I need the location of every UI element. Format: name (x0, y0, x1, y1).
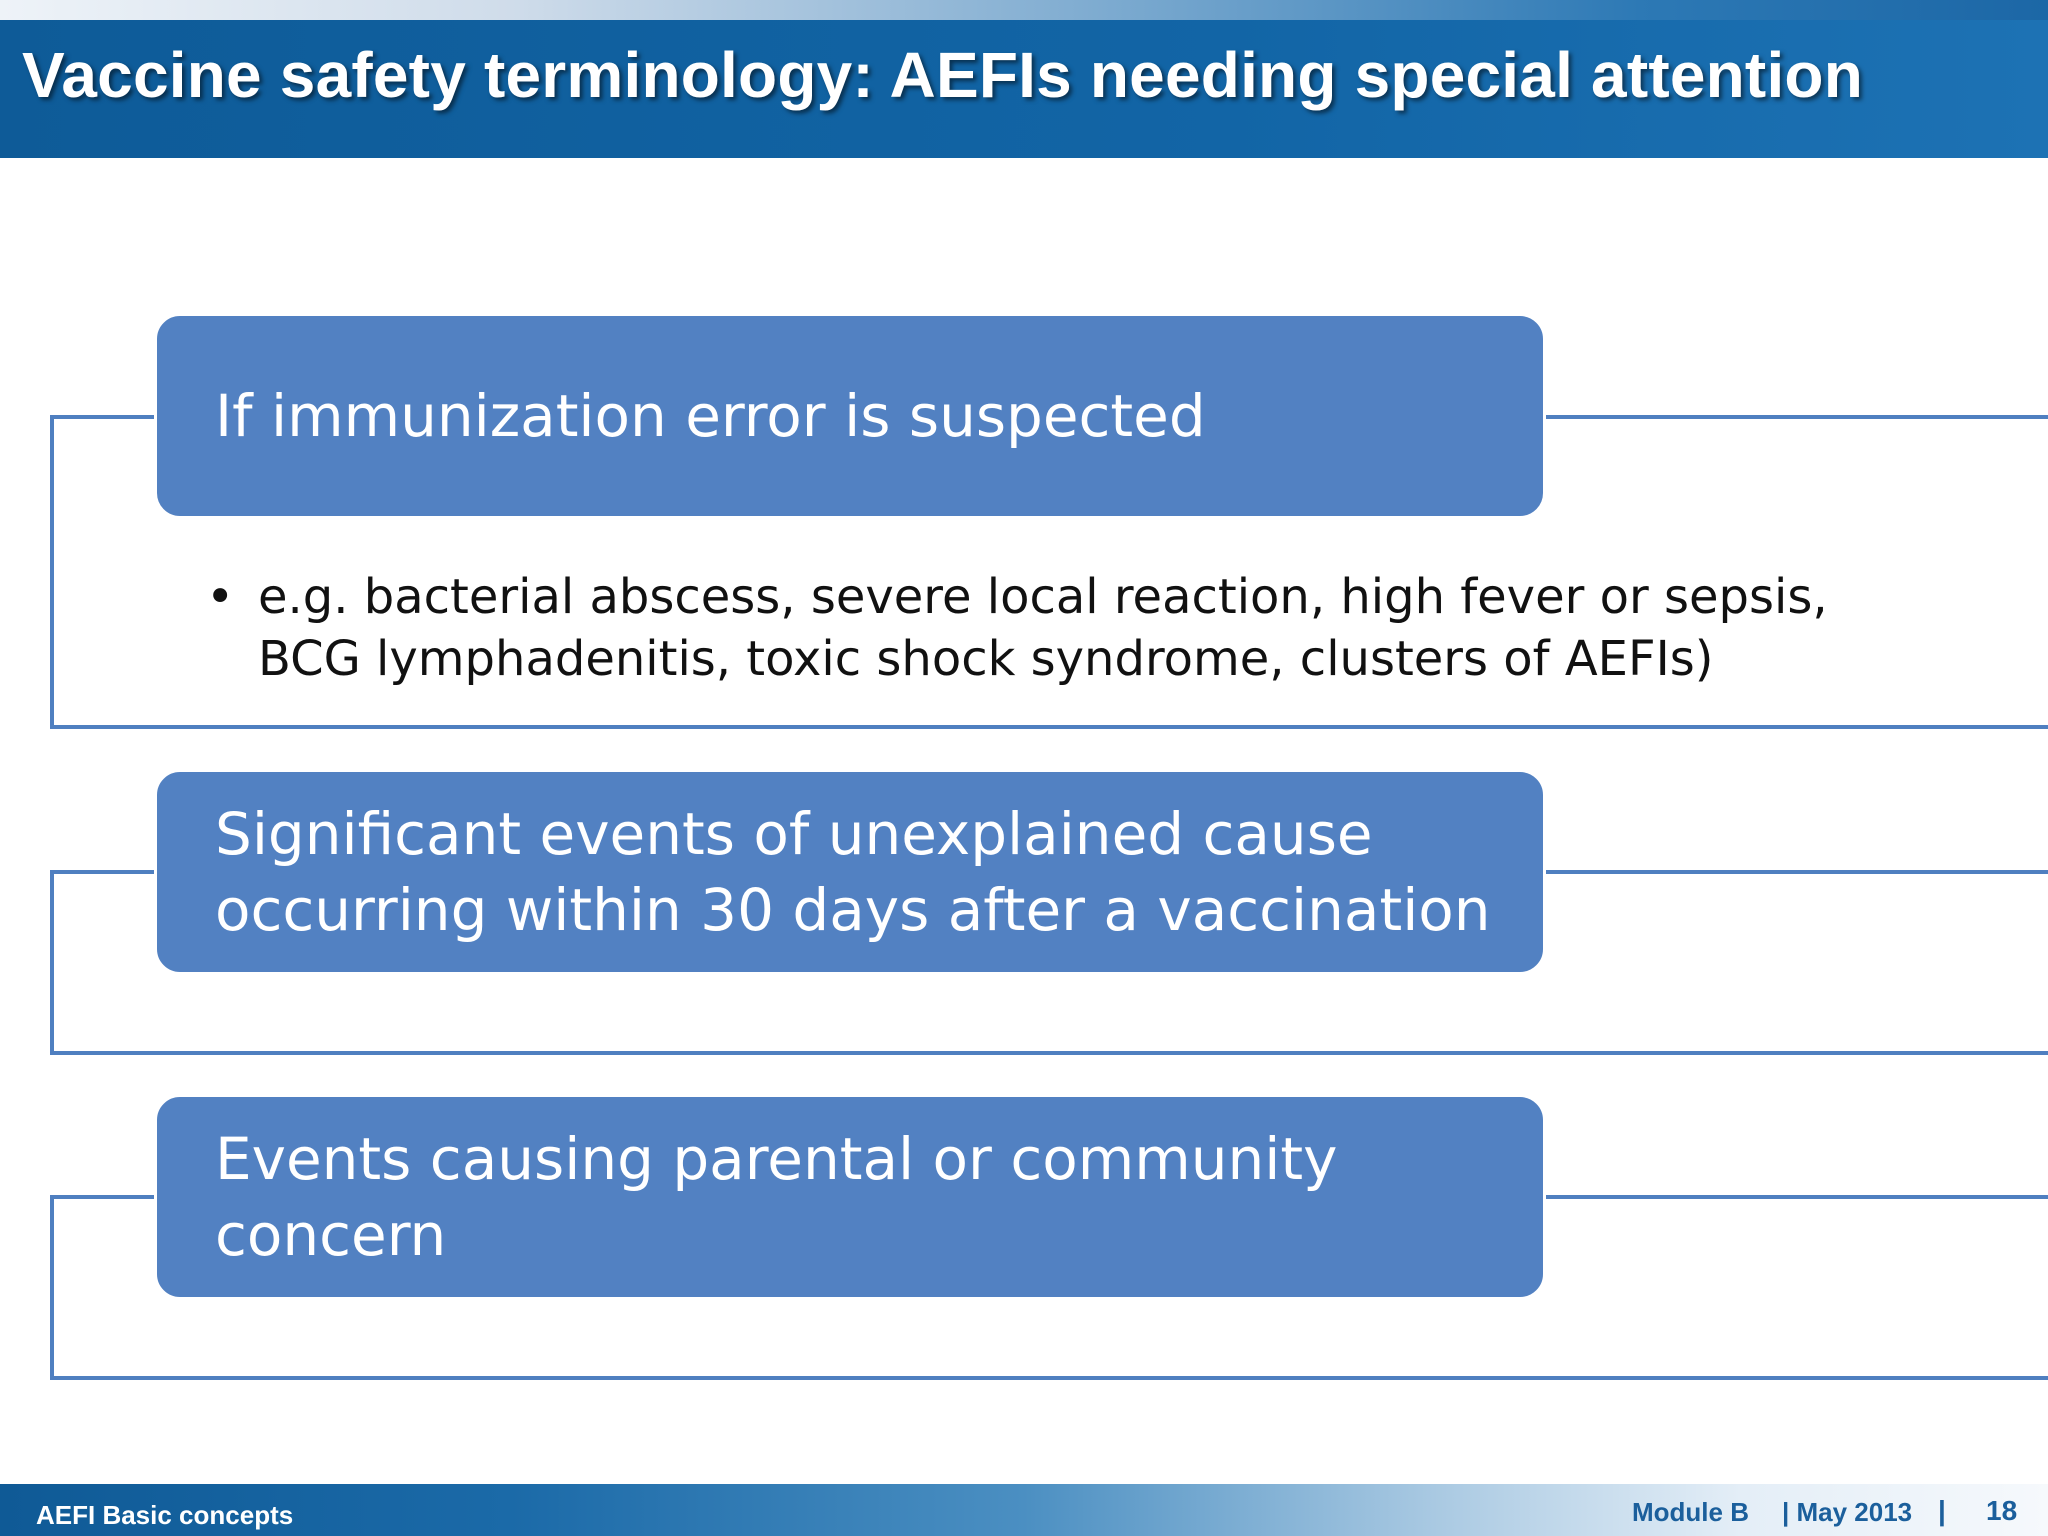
item-heading-3-line2: concern (215, 1201, 447, 1269)
top-gradient-strip (0, 0, 2048, 20)
footer-module: Module B (1632, 1497, 1749, 1527)
item-heading-2 (154, 769, 1546, 975)
footer-title: AEFI Basic concepts (36, 1500, 294, 1530)
item-heading-3-line1: Events causing parental or community (215, 1125, 1338, 1193)
slide-title: Vaccine safety terminology: AEFIs needing special attention (22, 39, 1864, 111)
footer-separator: | (1938, 1495, 1946, 1526)
bullet-icon: • (206, 569, 235, 625)
item-heading-1-text: If immunization error is suspected (215, 382, 1206, 450)
item-bullet-1-text: e.g. bacterial abscess, severe local reaction, high fever or sepsis, BCG lymphadenitis, toxic shock syndrome, clusters of AEFIs) (258, 569, 1828, 687)
footer-date: | May 2013 (1782, 1497, 1913, 1527)
item-heading-1 (154, 313, 1546, 519)
item-heading-2-line1: Significant events of unexplained cause (215, 800, 1373, 868)
item-heading-3 (154, 1094, 1546, 1300)
item-heading-2-line2: occurring within 30 days after a vaccination (215, 876, 1491, 944)
page-number: 18 (1986, 1495, 2018, 1526)
